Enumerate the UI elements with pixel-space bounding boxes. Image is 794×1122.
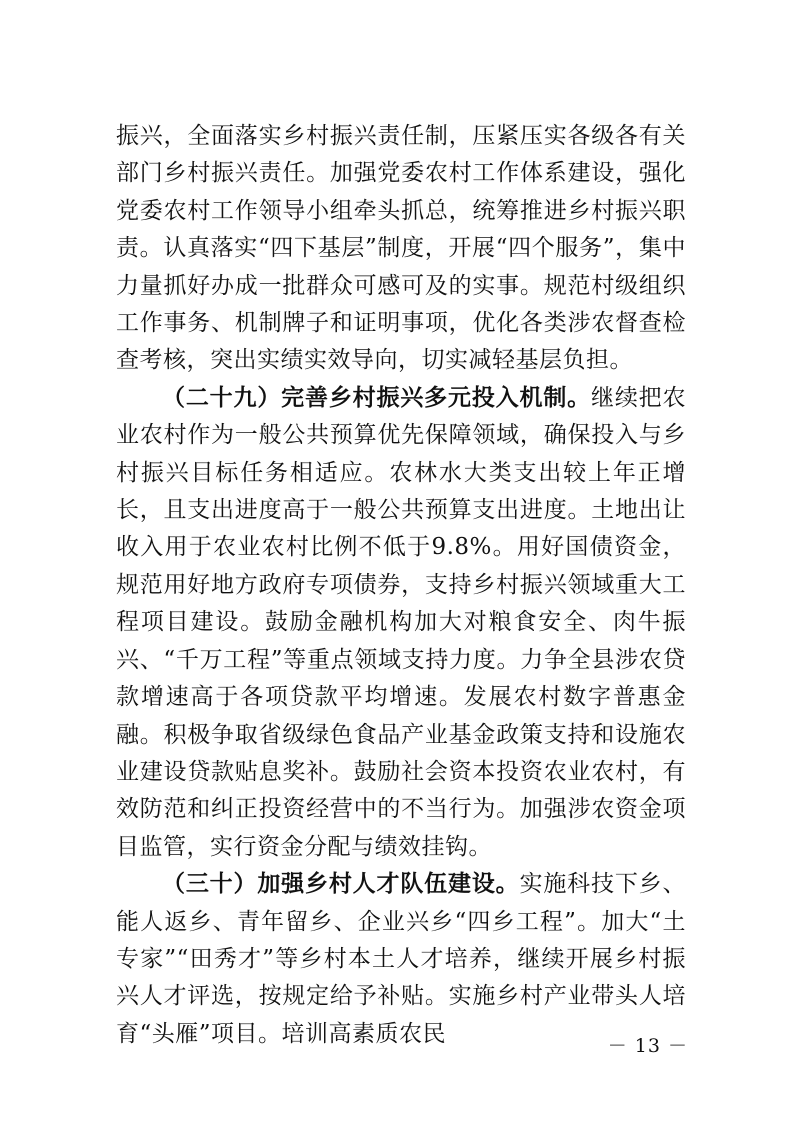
paragraph-text: 继续把农业农村作为一般公共预算优先保障领域，确保投入与乡村振兴目标任务相适应。农林水大类支出较上年正增长，且支出进度高于一般公共预算支出进度。土地出让收入用于农业农村比例不低于9.8%。用好国债资金，规范用好地方政府专项债券，支持乡村振兴领域重大工程项目建设。鼓励金融机构加大对粮食安全、肉牛振兴、“千万工程”等重点领域支持力度。力争全县涉农贷款增速高于各项贷款平均增速。发展农村数字普惠金融。积极争取省级绿色食品产业基金政策支持和设施农业建设贷款贴息奖补。鼓励社会资本投资农业农村，有效防范和纠正投资经营中的不当行为。加强涉农资金项目监管，实行资金分配与绩效挂钩。 [116, 384, 687, 860]
paragraph-text: 振兴，全面落实乡村振兴责任制，压紧压实各级各有关部门乡村振兴责任。加强党委农村工作体系建设，强化党委农村工作领导小组牵头抓总，统筹推进乡村振兴职责。认真落实“四下基层”制度，开展“四个服务”，集中力量抓好办成一批群众可感可及的实事。规范村级组织工作事务、机制牌子和证明事项，优化各类涉农督查检查考核，突出实绩实效导向，切实减轻基层负担。 [116, 123, 686, 374]
section-heading-30: （三十）加强乡村人才队伍建设。 [162, 871, 520, 898]
paragraph-investment-mechanism [116, 380, 686, 866]
paragraph-text: 实施科技下乡、能人返乡、青年留乡、企业兴乡“四乡工程”。加大“土专家”“田秀才”等乡村本土人才培养，继续开展乡村振兴人才评选，按规定给予补贴。实施乡村产业带头人培育“头雁”项目。培训高素质农民 [116, 871, 687, 1047]
body-text [116, 118, 686, 1053]
section-heading-29: （二十九）完善乡村振兴多元投入机制。 [162, 384, 591, 411]
page-number: － 13 － [607, 1035, 688, 1057]
paragraph-talent-team [116, 866, 686, 1053]
paragraph-rural-revitalization-responsibility [116, 118, 686, 380]
